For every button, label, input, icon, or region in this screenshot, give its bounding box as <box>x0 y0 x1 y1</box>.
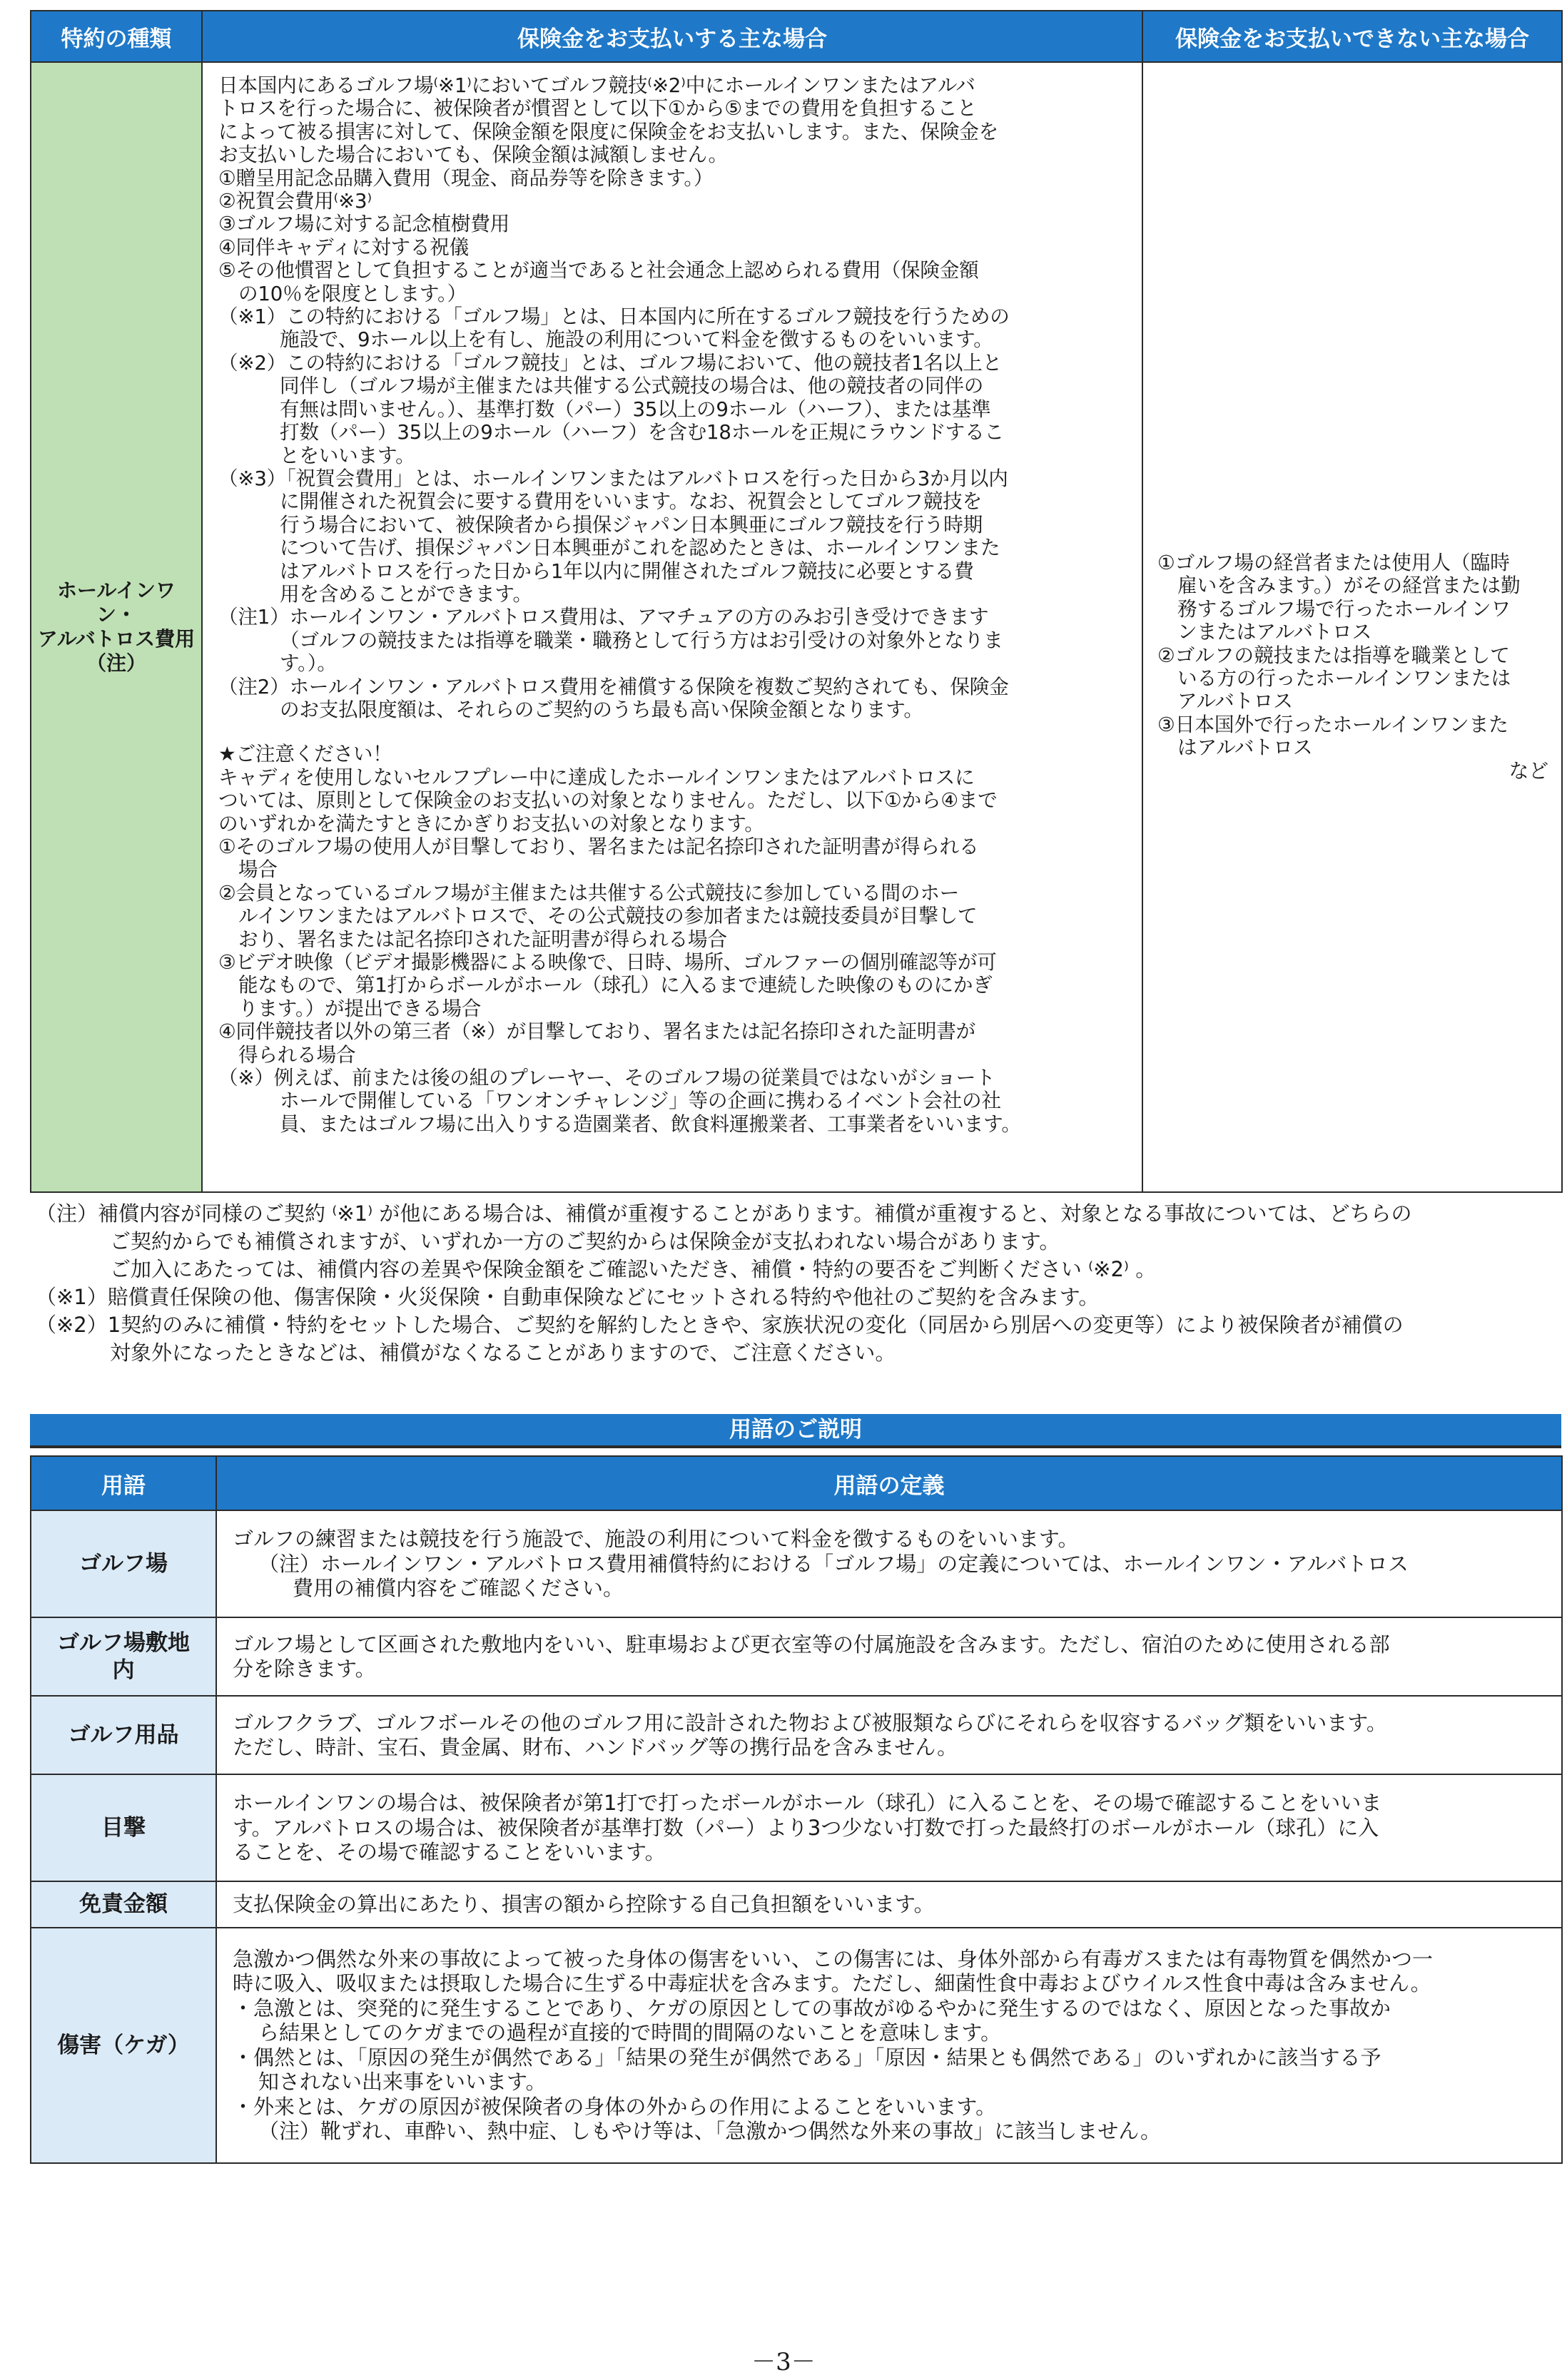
payment-text-line: おり、署名または記名捺印された証明書が得られる場合 <box>238 927 727 951</box>
glossary-term-text: 目撃 <box>101 1815 146 1841</box>
glossary-definition-line: 費用の補償内容をご確認ください。 <box>293 1576 624 1601</box>
payment-text-line: ②会員となっているゴルフ場が主催または共催する公式競技に参加している間のホー <box>218 881 960 905</box>
header-term: 用語 <box>31 1456 216 1510</box>
payment-text-line: 得られる場合 <box>238 1043 356 1067</box>
nonpayment-text-line: ②ゴルフの競技または指導を職業として <box>1157 644 1510 667</box>
payment-text-line: によって被る損害に対して、保険金額を限度に保険金をお支払いします。また、保険金を <box>218 120 998 143</box>
nonpayment-text-line: ③日本国外で行ったホールインワンまた <box>1157 713 1508 736</box>
payment-text-line: 用を含めることができます。 <box>280 582 532 606</box>
footnote-line: （※1）賠償責任保険の他、傷害保険・火災保険・自動車保険などにセットされる特約や他社のご契約を含みます。 <box>36 1285 1100 1309</box>
glossary-definition <box>216 1617 1562 1696</box>
payment-text-line: （※1）この特約における「ゴルフ場」とは、日本国内に所在するゴルフ競技を行うための <box>218 305 1010 329</box>
header-definition: 用語の定義 <box>216 1456 1562 1510</box>
payment-text-line: （※）例えば、前または後の組のプレーヤー、そのゴルフ場の従業員ではないがショート <box>218 1067 995 1090</box>
glossary-term <box>31 1510 216 1617</box>
glossary-definition-line: 知されない出来事をいいます。 <box>258 2070 547 2094</box>
payment-text-line: キャディを使用しないセルフプレー中に達成したホールインワンまたはアルバトロスに <box>218 766 975 789</box>
nonpayment-text-line: はアルバトロス <box>1177 736 1313 760</box>
rider-type-cell <box>31 62 202 1192</box>
payment-text-line: ②祝賀会費用⁽※3⁾ <box>218 190 372 213</box>
payment-text-line: について告げ、損保ジャパン日本興亜がこれを認めたときは、ホールインワンまた <box>280 536 1000 560</box>
payment-text-line: ④同伴キャディに対する祝儀 <box>218 235 470 259</box>
glossary-definition-line: ゴルフ場として区画された敷地内をいい、駐車場および更衣室等の付属施設を含みます。ただし、宿泊のために使用される部 <box>233 1632 1390 1657</box>
nonpayment-etc: など <box>1508 758 1548 783</box>
payment-cases-cell <box>202 62 1142 1192</box>
page-number: －3－ <box>751 2348 816 2376</box>
payment-text-line: 員、またはゴルフ場に出入りする造園業者、飲食料運搬業者、工事業者をいいます。 <box>280 1112 1021 1136</box>
glossary-definition-line: ただし、時計、宝石、貴金属、財布、ハンドバッグ等の携行品を含みません。 <box>233 1735 958 1759</box>
payment-text-line: の10％を限度とします。） <box>238 282 467 305</box>
glossary-definition <box>216 1881 1562 1928</box>
payment-text-line: はアルバトロスを行った日から1年以内に開催されたゴルフ競技に必要とする費 <box>280 559 974 583</box>
payment-text-line: 同伴し（ゴルフ場が主催または共催する公式競技の場合は、他の競技者の同伴の <box>280 375 984 398</box>
glossary-table <box>30 1455 1563 2164</box>
payment-text-line: ります。）が提出できる場合 <box>238 997 482 1020</box>
rider-type-line: ホールインワン・ <box>56 579 176 626</box>
payment-text-line: ④同伴競技者以外の第三者（※）が目撃しており、署名または記名捺印された証明書が <box>218 1020 976 1044</box>
payment-text-line: ついては、原則として保険金のお支払いの対象となりません。ただし、以下①から④まで <box>218 789 998 813</box>
glossary-row <box>31 1617 1562 1696</box>
nonpayment-text-line: 務するゴルフ場で行ったホールインワ <box>1177 597 1511 621</box>
payment-text-line: （注2）ホールインワン・アルバトロス費用を補償する保険を複数ご契約されても、保険金 <box>218 675 1009 698</box>
glossary-definition-line: （注）靴ずれ、車酔い、熱中症、しもやけ等は、「急激かつ偶然な外来の事故」に該当しません。 <box>258 2119 1161 2143</box>
glossary-term <box>31 1774 216 1881</box>
glossary-definition-line: ・急激とは、突発的に発生することであり、ケガの原因としての事故がゆるやかに発生するのではなく、原因となった事故か <box>233 1995 1391 2020</box>
glossary-definition-line: 急激かつ偶然な外来の事故によって被った身体の傷害をいい、この傷害には、身体外部から有毒ガスまたは有毒物質を偶然かつ一 <box>233 1946 1434 1971</box>
nonpayment-text-line: 雇いを含みます。）がその経営または勤 <box>1177 574 1521 598</box>
glossary-definition <box>216 1928 1562 2163</box>
page <box>30 10 1561 2164</box>
nonpayment-text-line: いる方の行ったホールインワンまたは <box>1177 667 1511 691</box>
payment-text-line: ⑤その他慣習として負担することが適当であると社会通念上認められる費用（保険金額 <box>218 259 979 283</box>
glossary-term-text: 免責金額 <box>79 1891 168 1918</box>
payment-text-line: （注1）ホールインワン・アルバトロス費用は、アマチュアの方のみお引き受けできます <box>218 606 989 629</box>
glossary-definition-line: 支払保険金の算出にあたり、損害の額から控除する自己負担額をいいます。 <box>233 1892 935 1916</box>
payment-text-line: ③ゴルフ場に対する記念植樹費用 <box>218 213 510 236</box>
nonpayment-list <box>1157 551 1548 760</box>
payment-text-line: ③ビデオ映像（ビデオ撮影機器による映像で、日時、場所、ゴルファーの個別確認等が可 <box>218 951 997 975</box>
glossary-term <box>31 1928 216 2163</box>
glossary-definition <box>216 1510 1562 1617</box>
payment-text-line: のお支払限度額は、それらのご契約のうち最も高い保険金額となります。 <box>280 698 923 721</box>
glossary-definition-line: ることを、その場で確認することをいいます。 <box>233 1840 666 1865</box>
glossary-row <box>31 1696 1562 1774</box>
glossary-definition <box>216 1696 1562 1774</box>
rider-table-header <box>31 11 1562 62</box>
glossary-term <box>31 1617 216 1696</box>
glossary-row <box>31 1881 1562 1928</box>
payment-text-line: （※3）「祝賀会費用」とは、ホールインワンまたはアルバトロスを行った日から3か月以内 <box>218 467 1008 490</box>
payment-text-line: のいずれかを満たすときにかぎりお支払いの対象となります。 <box>218 812 764 835</box>
payment-text-line <box>218 721 1129 743</box>
header-nonpayment-cases: 保険金をお支払いできない主な場合 <box>1142 11 1562 62</box>
payment-text-line: す。）。 <box>280 652 337 676</box>
glossary-row <box>31 1510 1562 1617</box>
header-rider-type: 特約の種類 <box>31 11 202 62</box>
payment-text-line: 場合 <box>238 858 278 882</box>
payment-text-line: ホールで開催している「ワンオンチャレンジ」等の企画に携わるイベント会社の社 <box>280 1089 1001 1113</box>
glossary-definition-line: ホールインワンの場合は、被保険者が第1打で打ったボールがホール（球孔）に入ることを、その場で確認することをいいま <box>233 1791 1382 1816</box>
footnote-line: 対象外になったときなどは、補償がなくなることがありますので、ご注意ください。 <box>110 1341 896 1365</box>
payment-text-line: 行う場合において、被保険者から損保ジャパン日本興亜にゴルフ競技を行う時期 <box>280 513 983 536</box>
payment-text-line: （※2）この特約における「ゴルフ競技」とは、ゴルフ場において、他の競技者1名以上と <box>218 351 1003 375</box>
glossary-body <box>31 1510 1562 2163</box>
payment-text-line: 有無は問いません。）、基準打数（パー）35以上の9ホール（ハーフ）、または基準 <box>280 397 991 421</box>
footnote-line: （注）補償内容が同様のご契約 ⁽※1⁾ が他にある場合は、補償が重複することがあります。補償が重複すると、対象となる事故については、どちらの <box>36 1201 1412 1226</box>
glossary-row <box>31 1774 1562 1881</box>
rider-table <box>30 10 1563 1193</box>
footnote-line: （※2）1契約のみに補償・特約をセットした場合、ご契約を解約したときや、家族状況の変化（同居から別居への変更等）により被保険者が補償の <box>36 1313 1404 1337</box>
glossary-term <box>31 1881 216 1928</box>
payment-text-line: とをいいます。 <box>280 444 415 467</box>
glossary-definition-line: ・偶然とは、「原因の発生が偶然である」「結果の発生が偶然である」「原因・結果とも偶然である」のいずれかに該当する予 <box>233 2045 1381 2070</box>
glossary-definition-line: ゴルフクラブ、ゴルフボールその他のゴルフ用に設計された物および被服類ならびにそれらを収容するバッグ類をいいます。 <box>233 1710 1387 1735</box>
glossary-definition-line: （注）ホールインワン・アルバトロス費用補償特約における「ゴルフ場」の定義については、ホールインワン・アルバトロス <box>258 1551 1409 1576</box>
nonpayment-text-line: アルバトロス <box>1177 690 1293 713</box>
rider-type-line: アルバトロス費用 <box>37 627 196 651</box>
glossary-title: 用語のご説明 <box>30 1414 1561 1448</box>
glossary-definition-line: ゴルフの練習または競技を行う施設で、施設の利用について料金を徴するものをいいます。 <box>233 1527 1079 1552</box>
payment-text-line: ★ご注意ください！ <box>218 743 392 766</box>
payment-text-line: ルインワンまたはアルバトロスで、その公式競技の参加者または競技委員が目撃して <box>238 905 978 928</box>
payment-text-line: 施設で、9ホール以上を有し、施設の利用について料金を徴するものをいいます。 <box>280 328 993 352</box>
glossary-term-text: ゴルフ場敷地 <box>57 1630 190 1656</box>
footnotes <box>36 1200 1561 1367</box>
payment-text-line: ①そのゴルフ場の使用人が目撃しており、署名または記名捺印された証明書が得られる <box>218 835 979 858</box>
payment-text-line: ①贈呈用記念品購入費用（現金、商品券等を除きます。） <box>218 166 714 190</box>
rider-type-line: （注） <box>86 651 146 675</box>
nonpayment-text-line: ①ゴルフ場の経営者または使用人（臨時 <box>1157 551 1510 574</box>
payment-text-line: 日本国内にあるゴルフ場⁽※1⁾においてゴルフ競技⁽※2⁾中にホールインワンまたはアルバ <box>218 74 975 97</box>
glossary-definition-line: ら結果としてのケガまでの過程が直接的で時間的間隔のないことを意味します。 <box>258 2020 1002 2045</box>
glossary-row <box>31 1928 1562 2163</box>
payment-text-line: 能なもので、第1打からボールがホール（球孔）に入るまで連続した映像のものにかぎ <box>238 974 993 997</box>
glossary-term-text: ゴルフ用品 <box>68 1722 179 1748</box>
glossary-term-text: ゴルフ場 <box>79 1551 168 1577</box>
glossary-term <box>31 1696 216 1774</box>
payment-text-line: に開催された祝賀会に要する費用をいいます。なお、祝賀会としてゴルフ競技を <box>280 490 982 514</box>
glossary-term-text: 傷害（ケガ） <box>57 2032 190 2058</box>
payment-text-line: 打数（パー）35以上の9ホール（ハーフ）を含む18ホールを正規にラウンドするこ <box>280 421 1004 444</box>
glossary-definition-line: す。アルバトロスの場合は、被保険者が基準打数（パー）より3つ少ない打数で打った最終打のボールがホール（球孔）に入 <box>233 1815 1379 1840</box>
footnote-line: ご契約からでも補償されますが、いずれか一方のご契約からは保険金が支払われない場合があります。 <box>110 1229 1060 1253</box>
glossary-header <box>31 1456 1562 1510</box>
payment-text-line: トロスを行った場合に、被保険者が慣習として以下①から⑤までの費用を負担すること <box>218 97 977 121</box>
glossary-definition-line: 時に吸入、吸収または摂取した場合に生ずる中毒症状を含みます。ただし、細菌性食中毒およびウイルス性食中毒は含みません。 <box>233 1971 1431 1995</box>
glossary-term-text: 内 <box>112 1657 135 1683</box>
footnote-line: ご加入にあたっては、補償内容の差異や保険金額をご確認いただき、補償・特約の要否をご判断ください ⁽※2⁾ 。 <box>110 1257 1157 1281</box>
glossary-definition-line: 分を除きます。 <box>233 1657 376 1681</box>
rider-row <box>31 62 1562 1192</box>
payment-text-line: （ゴルフの競技または指導を職業・職務として行う方はお引受けの対象外となりま <box>280 629 1003 652</box>
nonpayment-text-line: ンまたはアルバトロス <box>1177 621 1372 644</box>
nonpayment-cases-cell <box>1142 62 1562 1192</box>
payment-text-line: お支払いした場合においても、保険金額は減額しません。 <box>218 143 728 167</box>
header-payment-cases: 保険金をお支払いする主な場合 <box>202 11 1142 62</box>
glossary-definition <box>216 1774 1562 1881</box>
glossary-definition-line: ・外来とは、ケガの原因が被保険者の身体の外からの作用によることをいいます。 <box>233 2094 997 2119</box>
